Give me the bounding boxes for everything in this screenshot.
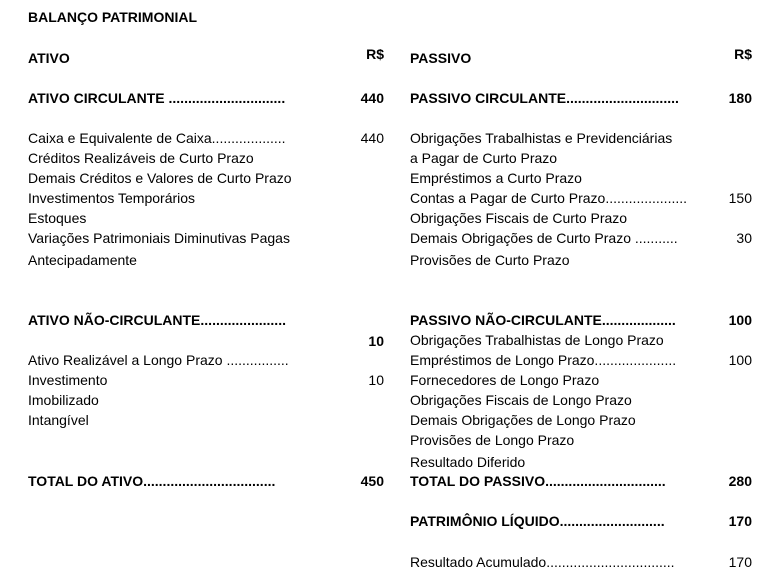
passivo-item-label: Contas a Pagar de Curto Prazo.....................: [410, 190, 688, 206]
passivo-item-label: Demais Obrigações de Longo Prazo: [410, 412, 636, 428]
resultado-acumulado-label: Resultado Acumulado.................................: [410, 554, 675, 570]
ativo-item-label: Intangível: [28, 412, 89, 428]
total-passivo-label: TOTAL DO PASSIVO...............................: [410, 473, 666, 489]
resultado-acumulado-value: 170: [728, 554, 752, 570]
passivo-item-label: Provisões de Longo Prazo: [410, 432, 575, 448]
passivo-item-label: Provisões de Curto Prazo: [410, 252, 570, 268]
passivo-circulante-total: 180: [728, 90, 752, 106]
passivo-item-label: Resultado Diferido: [410, 454, 526, 470]
ativo-nao-circulante-label: ATIVO NÃO-CIRCULANTE......................: [28, 312, 286, 328]
passivo-nao-circulante-label: PASSIVO NÃO-CIRCULANTE...................: [410, 312, 676, 328]
total-ativo-label: TOTAL DO ATIVO..................................: [28, 473, 276, 489]
patrimonio-liquido-total: 170: [728, 513, 752, 529]
passivo-item-label: Empréstimos de Longo Prazo.....................: [410, 352, 677, 368]
passivo-item-label: Obrigações Fiscais de Longo Prazo: [410, 392, 632, 408]
ativo-circulante-total: 440: [360, 90, 384, 106]
ativo-item-label: Caixa e Equivalente de Caixa...................: [28, 130, 286, 146]
ativo-item-label: Estoques: [28, 210, 87, 226]
ativo-header: ATIVO: [28, 50, 70, 66]
document-title: BALANÇO PATRIMONIAL: [28, 9, 198, 25]
total-passivo-value: 280: [728, 473, 752, 489]
passivo-item-label: Obrigações Trabalhistas de Longo Prazo: [410, 332, 664, 348]
passivo-item-value: 100: [728, 352, 752, 368]
passivo-header: PASSIVO: [410, 50, 472, 66]
ativo-item-value: 10: [368, 372, 384, 388]
ativo-item-label: Investimentos Temporários: [28, 190, 196, 206]
ativo-item-label: Imobilizado: [28, 392, 99, 408]
ativo-item-label: Antecipadamente: [28, 252, 137, 268]
passivo-item-label: Obrigações Trabalhistas e Previdenciárias: [410, 130, 673, 146]
patrimonio-liquido-label: PATRIMÔNIO LÍQUIDO...........................: [410, 513, 665, 529]
ativo-item-value: 440: [360, 130, 384, 146]
passivo-item-label: Empréstimos a Curto Prazo: [410, 170, 582, 186]
ativo-nao-circulante-total: 10: [368, 333, 384, 349]
ativo-item-label: Investimento: [28, 372, 108, 388]
ativo-circulante-label: ATIVO CIRCULANTE ..............................: [28, 90, 286, 106]
passivo-circulante-label: PASSIVO CIRCULANTE.............................: [410, 90, 679, 106]
ativo-currency-label: R$: [366, 46, 384, 62]
passivo-item-value: 150: [728, 190, 752, 206]
passivo-item-label: Obrigações Fiscais de Curto Prazo: [410, 210, 628, 226]
ativo-item-label: Variações Patrimoniais Diminutivas Pagas: [28, 230, 290, 246]
ativo-item-label: Ativo Realizável a Longo Prazo ................: [28, 352, 289, 368]
passivo-item-label: Fornecedores de Longo Prazo: [410, 372, 600, 388]
passivo-currency-label: R$: [734, 46, 752, 62]
passivo-item-label: a Pagar de Curto Prazo: [410, 150, 558, 166]
total-ativo-value: 450: [360, 473, 384, 489]
ativo-item-label: Créditos Realizáveis de Curto Prazo: [28, 150, 254, 166]
ativo-item-label: Demais Créditos e Valores de Curto Prazo: [28, 170, 292, 186]
passivo-item-value: 30: [736, 230, 752, 246]
passivo-nao-circulante-total: 100: [728, 312, 752, 328]
passivo-item-label: Demais Obrigações de Curto Prazo ...........: [410, 230, 678, 246]
